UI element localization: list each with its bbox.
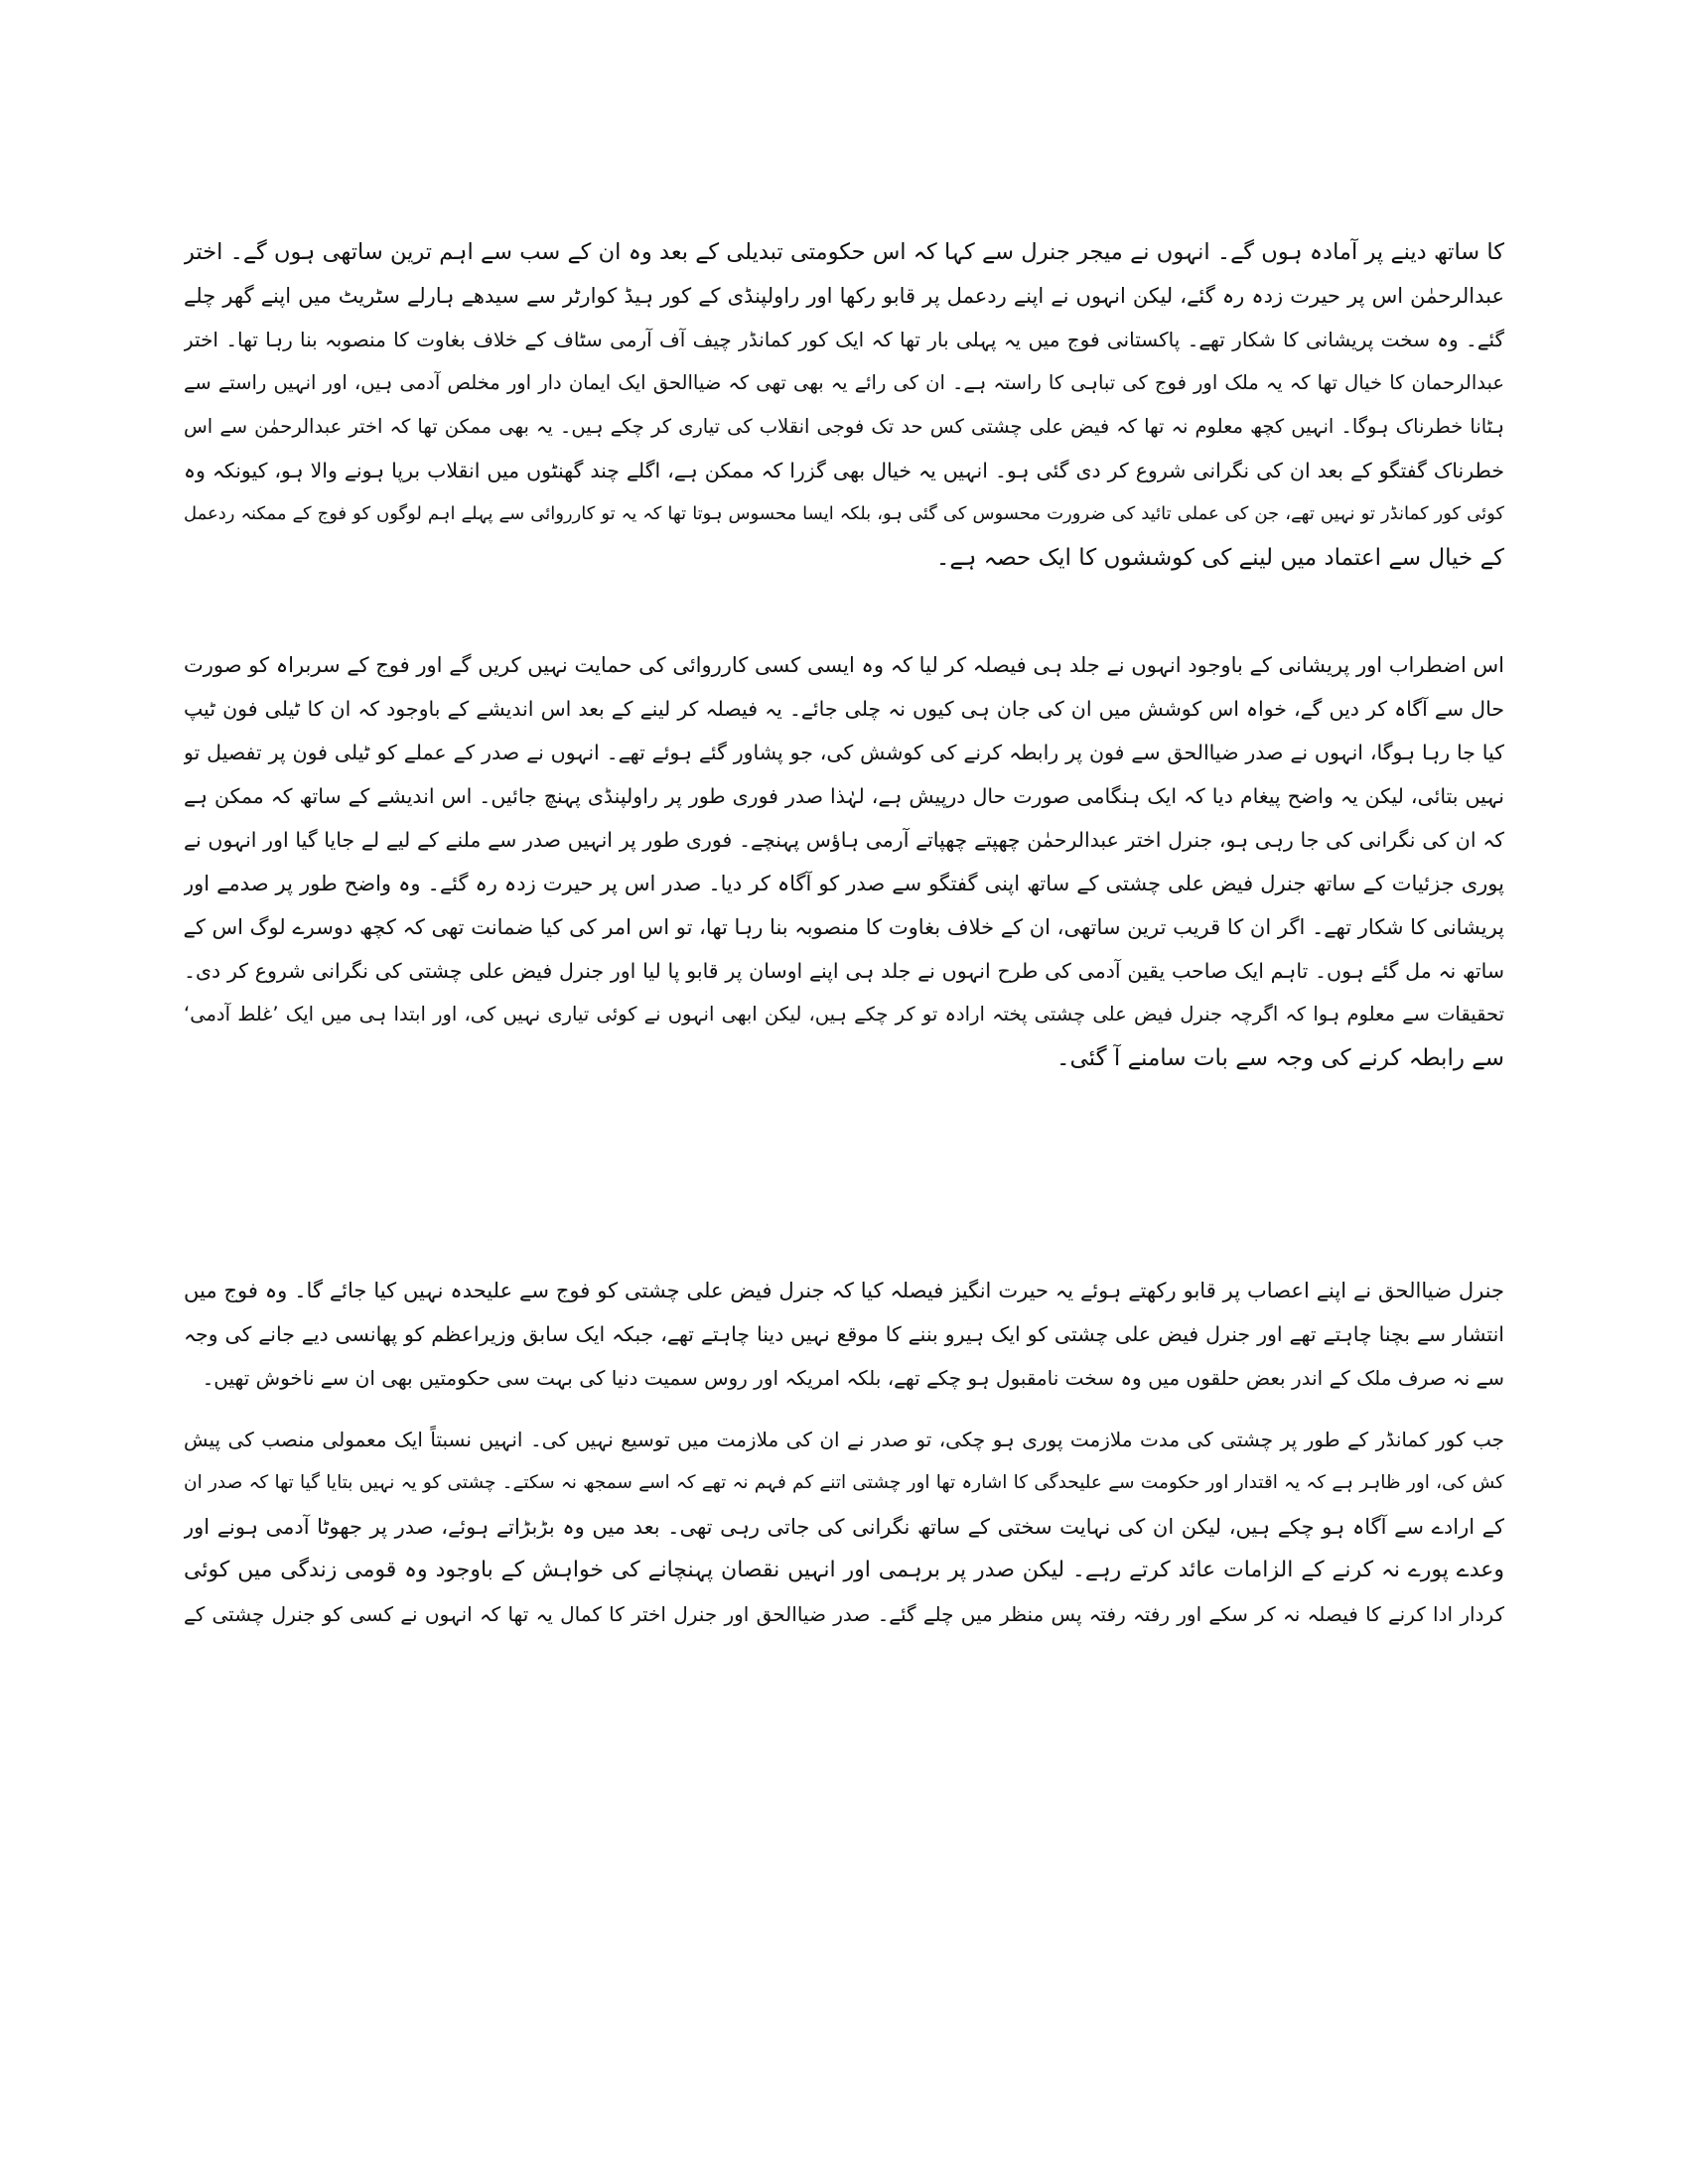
text-line: گئے۔ وہ سخت پریشانی کا شکار تھے۔ پاکستانی فوج میں یہ پہلی بار تھا کہ ایک کور کمانڈر چیف آف آرمی سٹاف کے خلاف بغاوت کا منصوبہ بنا رہا تھا۔ اختر [184,328,1504,351]
text-line: سے نہ صرف ملک کے اندر بعض حلقوں میں وہ سخت نامقبول ہو چکے تھے، بلکہ امریکہ اور روس سمیت دنیا کی بہت سی حکومتیں بھی ان سے ناخوش تھیں۔ [202,1366,1504,1390]
text-line: نہیں بتائی، لیکن یہ واضح پیغام دیا کہ ایک ہنگامی صورت حال درپیش ہے، لہٰذا صدر فوری طور پر راولپنڈی پہنچ جائیں۔ اس اندیشے کے ساتھ کہ ممکن ہے [184,784,1504,808]
text-line: پوری جزئیات کے ساتھ جنرل فیض علی چشتی کے ساتھ اپنی گفتگو سے صدر کو آگاہ کر دیا۔ صدر اس پر حیرت زدہ رہ گئے۔ وہ واضح طور پر صدمے اور [184,872,1504,895]
text-line: اس اضطراب اور پریشانی کے باوجود انہوں نے جلد ہی فیصلہ کر لیا کہ وہ ایسی کسی کارروائی کی حمایت نہیں کریں گے اور فوج کے سربراہ کو صورت [184,653,1504,677]
text-line: کردار ادا کرنے کا فیصلہ نہ کر سکے اور رفتہ رفتہ پس منظر میں چلے گئے۔ صدر ضیاالحق اور جنرل اختر کا کمال یہ تھا کہ انہوں نے کسی کو جنرل چشتی کے [184,1602,1504,1626]
text-line: ہٹانا خطرناک ہوگا۔ انہیں کچھ معلوم نہ تھا کہ فیض علی چشتی کس حد تک فوجی انقلاب کی تیاری کر چکے ہیں۔ یہ بھی ممکن تھا کہ اختر عبدالرحمٰن سے اس [184,415,1504,438]
text-line: پریشانی کا شکار تھے۔ اگر ان کا قریب ترین ساتھی، ان کے خلاف بغاوت کا منصوبہ بنا رہا تھا، تو اس امر کی کیا ضمانت تھی کہ کچھ دوسرے لوگ اس کے [184,915,1504,939]
text-line: کا ساتھ دینے پر آمادہ ہوں گے۔ انہوں نے میجر جنرل سے کہا کہ اس حکومتی تبدیلی کے بعد وہ ان کے سب سے اہم ترین ساتھی ہوں گے۔ اختر [184,239,1504,265]
text-line: وعدے پورے نہ کرنے کے الزامات عائد کرتے رہے۔ لیکن صدر پر برہمی اور انہیں نقصان پہنچانے کی خواہش کے باوجود وہ قومی زندگی میں کوئی [184,1558,1504,1582]
text-line: خطرناک گفتگو کے بعد ان کی نگرانی شروع کر دی گئی ہو۔ انہیں یہ خیال بھی گزرا کہ ممکن ہے، اگلے چند گھنٹوں میں انقلاب برپا ہونے والا ہو، کیونکہ وہ [184,459,1504,482]
text-line: کے ارادے سے آگاہ ہو چکے ہیں، لیکن ان کی نہایت سختی کے ساتھ نگرانی کی جاتی رہی تھی۔ بعد میں وہ بڑبڑاتے ہوئے، صدر پر جھوٹا آدمی ہونے اور [184,1515,1504,1539]
text-line: کوئی کور کمانڈر تو نہیں تھے، جن کی عملی تائید کی ضرورت محسوس کی گئی ہو، بلکہ ایسا محسوس ہوتا تھا کہ یہ تو کارروائی سے پہلے اہم لوگوں کو فوج کے ممکنہ ردعمل [184,503,1504,524]
paragraph-4 [184,1418,1504,1636]
text-line: کش کی، اور ظاہر ہے کہ یہ اقتدار اور حکومت سے علیحدگی کا اشارہ تھا اور چشتی اتنے کم فہم نہ تھے کہ اسے سمجھ نہ سکتے۔ چشتی کو یہ نہیں بتایا گیا تھا کہ صدر ان [184,1472,1504,1493]
text-line: سے رابطہ کرنے کی وجہ سے بات سامنے آ گئی۔ [1056,1045,1504,1071]
text-line: تحقیقات سے معلوم ہوا کہ اگرچہ جنرل فیض علی چشتی پختہ ارادہ تو کر چکے ہیں، لیکن ابھی انہوں نے کوئی تیاری نہیں کی، اور ابتدا ہی میں ایک ’غلط آدمی‘ [184,1003,1504,1025]
text-line: کیا جا رہا ہوگا، انہوں نے صدر ضیاالحق سے فون پر رابطہ کرنے کی کوشش کی، جو پشاور گئے ہوئے تھے۔ انہوں نے صدر کے عملے کو ٹیلی فون پر تفصیل تو [184,741,1504,764]
text-line: جب کور کمانڈر کے طور پر چشتی کی مدت ملازمت پوری ہو چکی، تو صدر نے ان کی ملازمت میں توسیع نہیں کی۔ انہیں نسبتاً ایک معمولی منصب کی پیش [184,1428,1504,1451]
text-line: عبدالرحمان کا خیال تھا کہ یہ ملک اور فوج کی تباہی کا راستہ ہے۔ ان کی رائے یہ بھی تھی کہ ضیاالحق ایک ایمان دار اور مخلص آدمی ہیں، اور انہیں راستے سے [184,371,1504,394]
text-line: کے خیال سے اعتماد میں لینے کی کوششوں کا ایک حصہ ہے۔ [935,545,1504,571]
text-line: ساتھ نہ مل گئے ہوں۔ تاہم ایک صاحب یقین آدمی کی طرح انہوں نے جلد ہی اپنے اوسان پر قابو پا لیا اور جنرل فیض علی چشتی کی نگرانی شروع کر دی۔ [184,959,1504,983]
paragraph-2 [184,643,1504,1080]
text-line: انتشار سے بچنا چاہتے تھے اور جنرل فیض علی چشتی کو ایک ہیرو بننے کا موقع نہیں دینا چاہتے تھے، جبکہ ایک سابق وزیراعظم کو پھانسی دیے جانے کی وجہ [184,1322,1504,1346]
text-line: کہ ان کی نگرانی کی جا رہی ہو، جنرل اختر عبدالرحمٰن چھپتے چھپاتے آرمی ہاؤس پہنچے۔ فوری طور پر انہیں صدر سے ملنے کے لیے لے جایا گیا اور انہوں نے [184,828,1504,852]
text-line: عبدالرحمٰن اس پر حیرت زدہ رہ گئے، لیکن انہوں نے اپنے ردعمل پر قابو رکھا اور راولپنڈی کے کور ہیڈ کوارٹر سے سیدھے ہارلے سٹریٹ میں اپنے گھر چلے [184,284,1504,308]
text-line: جنرل ضیاالحق نے اپنے اعصاب پر قابو رکھتے ہوئے یہ حیرت انگیز فیصلہ کیا کہ جنرل فیض علی چشتی کو فوج سے علیحدہ نہیں کیا جائے گا۔ وہ فوج میں [184,1279,1504,1302]
paragraph-3 [184,1269,1504,1400]
text-line: حال سے آگاہ کر دیں گے، خواہ اس کوشش میں ان کی جان ہی کیوں نہ چلی جائے۔ یہ فیصلہ کر لینے کے بعد اس اندیشے کے باوجود کہ ان کا ٹیلی فون ٹیپ [184,697,1504,721]
paragraph-1 [184,230,1504,580]
